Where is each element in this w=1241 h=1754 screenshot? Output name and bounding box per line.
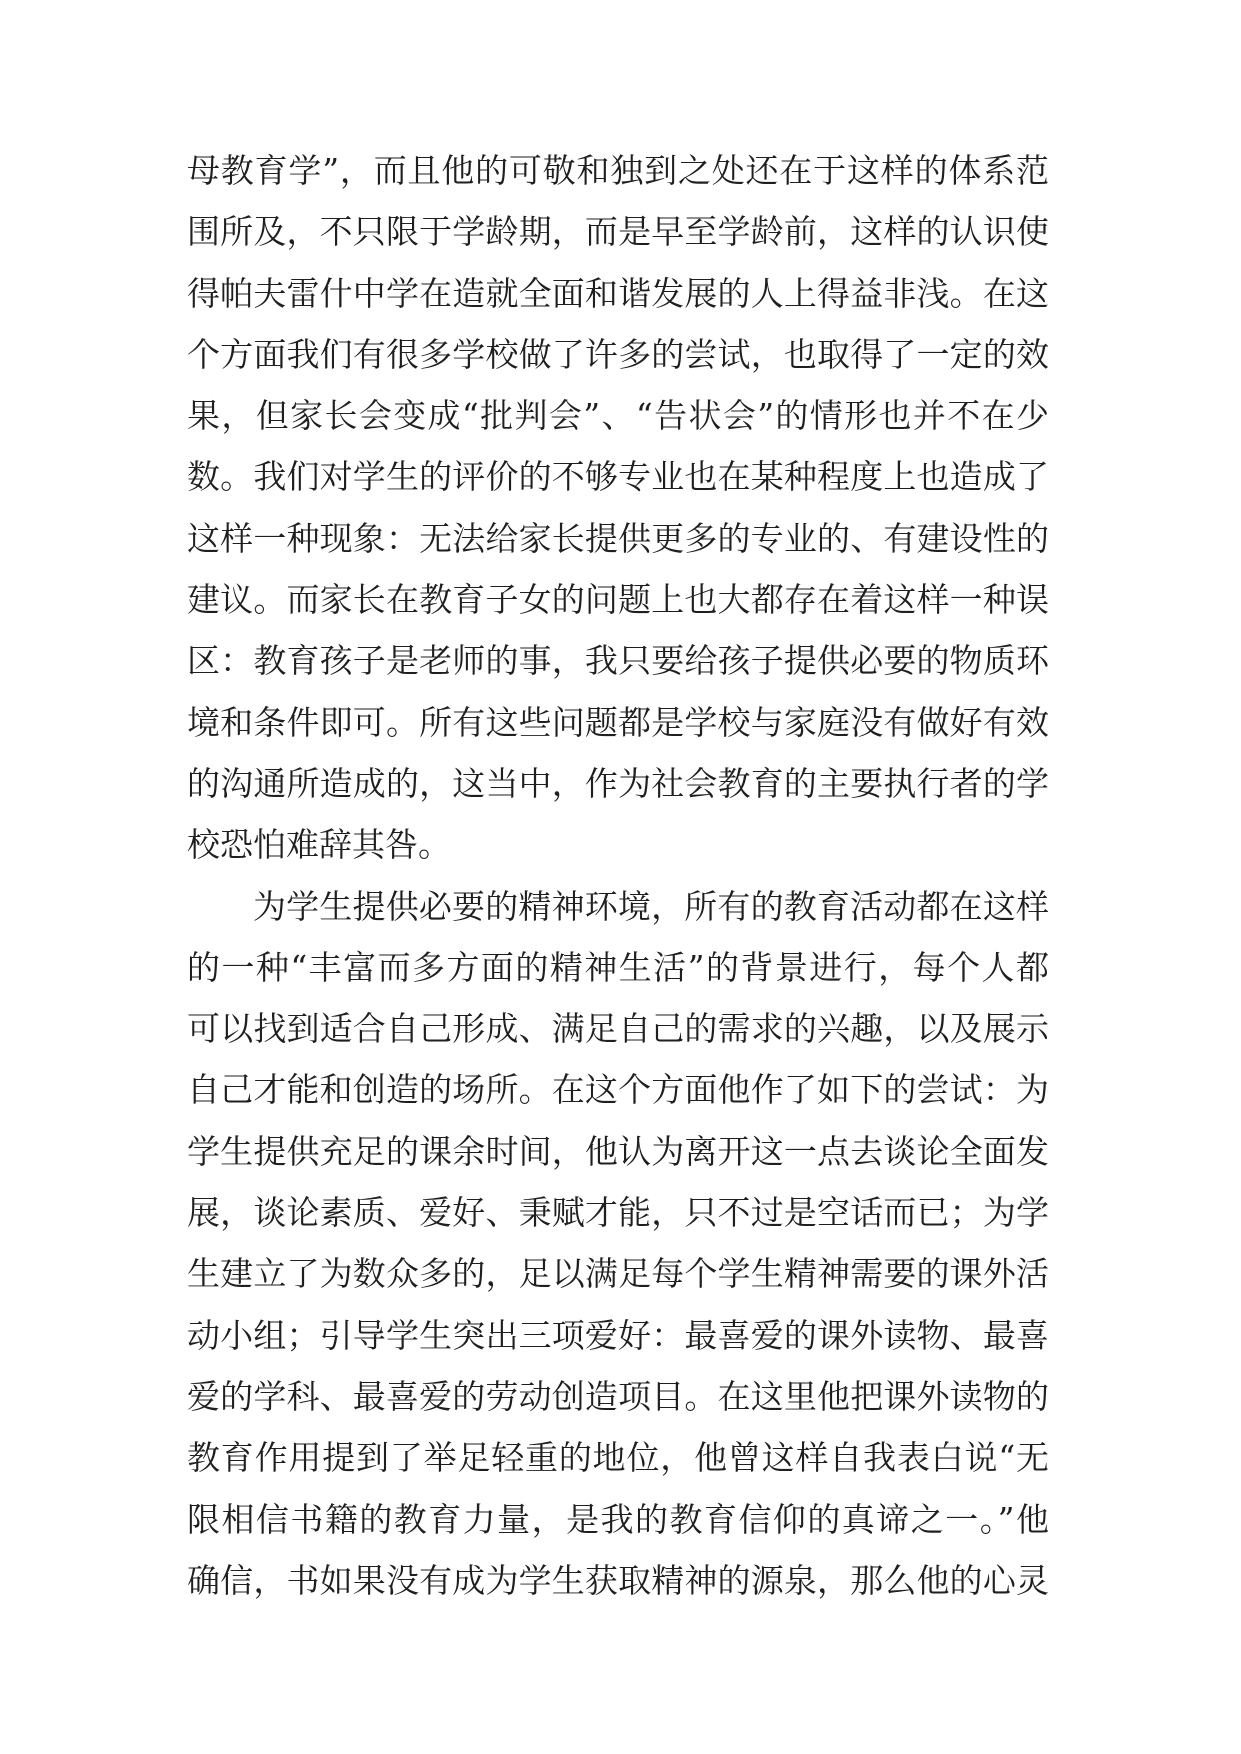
text-line: 果，但家长会变成“批判会”、“告状会”的情形也并不在少: [187, 396, 1049, 436]
body-text: [187, 140, 1049, 1611]
text-line: 区：教育孩子是老师的事，我只要给孩子提供必要的物质环: [187, 641, 1049, 681]
text-line: 自己才能和创造的场所。在这个方面他作了如下的尝试：为: [187, 1070, 1049, 1110]
text-line: 个方面我们有很多学校做了许多的尝试，也取得了一定的效: [187, 334, 1049, 374]
paragraph-2: [187, 876, 1049, 1612]
text-line: 的一种“丰富而多方面的精神生活”的背景进行，每个人都: [187, 947, 1049, 987]
paragraph-1: [187, 140, 1049, 876]
text-line: 教育作用提到了举足轻重的地位，他曾这样自我表白说“无: [187, 1438, 1049, 1478]
text-line: 学生提供充足的课余时间，他认为离开这一点去谈论全面发: [187, 1131, 1049, 1171]
text-line: 境和条件即可。所有这些问题都是学校与家庭没有做好有效: [187, 702, 1049, 742]
text-line: 为学生提供必要的精神环境，所有的教育活动都在这样: [253, 886, 1049, 926]
text-line: 数。我们对学生的评价的不够专业也在某种程度上也造成了: [187, 457, 1049, 497]
text-line: 生建立了为数众多的，足以满足每个学生精神需要的课外活: [187, 1254, 1049, 1294]
text-line: 展，谈论素质、爱好、秉赋才能，只不过是空话而已；为学: [187, 1193, 1049, 1233]
text-line: 可以找到适合自己形成、满足自己的需求的兴趣，以及展示: [187, 1009, 1049, 1049]
text-line: 确信，书如果没有成为学生获取精神的源泉，那么他的心灵: [187, 1560, 1049, 1600]
text-line: 校恐怕难辞其咎。: [187, 825, 451, 865]
text-line: 限相信书籍的教育力量，是我的教育信仰的真谛之一。”他: [187, 1499, 1049, 1539]
text-line: 母教育学”，而且他的可敬和独到之处还在于这样的体系范: [187, 151, 1049, 190]
text-line: 这样一种现象：无法给家长提供更多的专业的、有建设性的: [187, 518, 1049, 558]
text-line: 动小组；引导学生突出三项爱好：最喜爱的课外读物、最喜: [187, 1315, 1049, 1355]
text-line: 得帕夫雷什中学在造就全面和谐发展的人上得益非浅。在这: [187, 273, 1049, 313]
text-line: 爱的学科、最喜爱的劳动创造项目。在这里他把课外读物的: [187, 1376, 1049, 1416]
text-line: 围所及，不只限于学龄期，而是早至学龄前，这样的认识使: [187, 212, 1049, 252]
text-line: 建议。而家长在教育子女的问题上也大都存在着这样一种误: [187, 580, 1049, 620]
text-line: 的沟通所造成的，这当中，作为社会教育的主要执行者的学: [187, 763, 1049, 803]
